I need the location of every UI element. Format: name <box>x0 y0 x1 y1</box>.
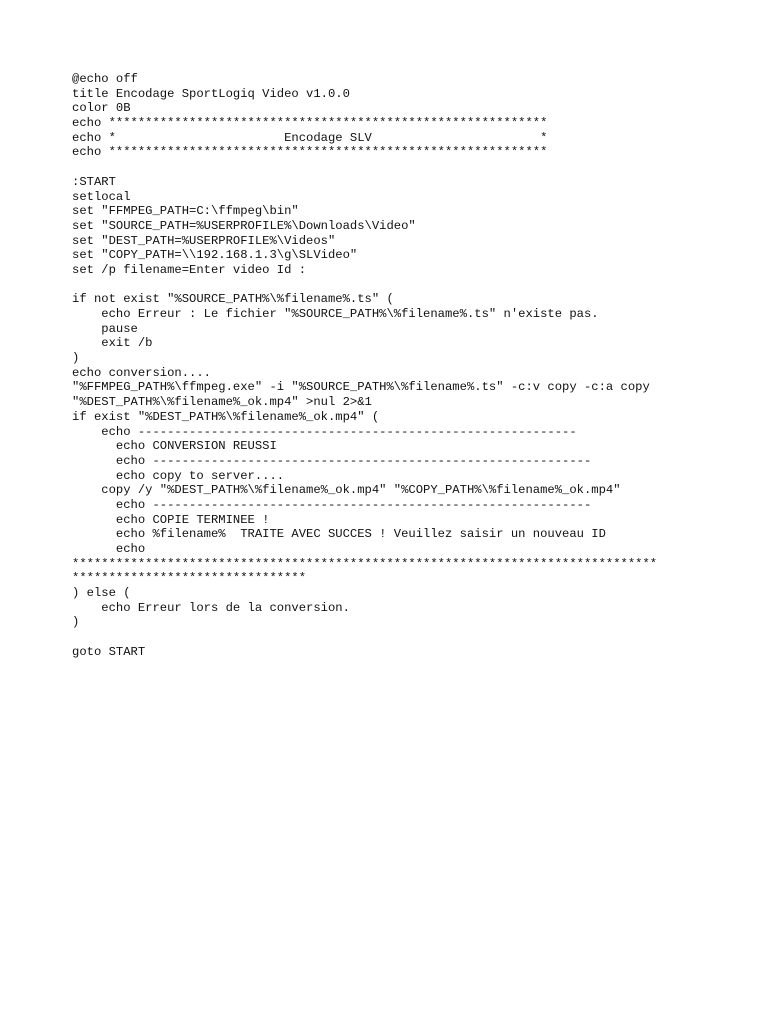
code-line: echo <box>72 542 146 556</box>
code-line <box>72 160 657 175</box>
code-line: "%FFMPEG_PATH%\ffmpeg.exe" -i "%SOURCE_PATH%\%filename%.ts" -c:v copy -c:a copy <box>72 380 650 395</box>
code-line <box>72 630 657 645</box>
code-line: "%DEST_PATH%\%filename%_ok.mp4" >nul 2>&1 <box>72 395 372 410</box>
batch-script-code <box>72 72 657 660</box>
code-line: echo ************************************************************ <box>72 116 548 131</box>
code-line: title Encodage SportLogiq Video v1.0.0 <box>72 86 350 101</box>
code-line: echo copy to server.... <box>72 468 285 483</box>
code-line: set "COPY_PATH=\\192.168.1.3\g\SLVideo" <box>72 248 358 263</box>
code-line: color 0B <box>72 101 131 116</box>
code-line: ******************************** <box>72 571 307 586</box>
code-line: echo COPIE TERMINEE ! <box>72 512 270 527</box>
code-line: set "FFMPEG_PATH=C:\ffmpeg\bin" <box>72 204 299 219</box>
code-line: if exist "%DEST_PATH%\%filename%_ok.mp4" ( <box>72 409 380 424</box>
code-line: pause <box>72 321 138 336</box>
code-line: if not exist "%SOURCE_PATH%\%filename%.ts" ( <box>72 292 394 307</box>
code-line: ) <box>72 351 80 366</box>
code-line: set "SOURCE_PATH=%USERPROFILE%\Downloads\Video" <box>72 218 416 233</box>
code-line: echo CONVERSION REUSSI <box>72 439 277 454</box>
code-line: echo ************************************************************ <box>72 145 548 160</box>
code-line: copy /y "%DEST_PATH%\%filename%_ok.mp4" "%COPY_PATH%\%filename%_ok.mp4" <box>72 483 621 498</box>
code-line: echo %filename% TRAITE AVEC SUCCES ! Veuillez saisir un nouveau ID <box>72 527 606 542</box>
code-line: echo Erreur lors de la conversion. <box>72 600 350 615</box>
code-line: setlocal <box>72 189 131 204</box>
code-line: goto START <box>72 644 146 659</box>
code-line: echo Erreur : Le fichier "%SOURCE_PATH%\%filename%.ts" n'existe pas. <box>72 307 599 321</box>
code-line: ) <box>72 615 80 630</box>
code-line: @echo off <box>72 72 138 86</box>
code-line: ******************************************************************************** <box>72 556 658 571</box>
code-line: set "DEST_PATH=%USERPROFILE%\Videos" <box>72 233 336 248</box>
code-line: exit /b <box>72 336 153 351</box>
code-line: echo conversion.... <box>72 365 211 380</box>
code-line: echo ------------------------------------------------------------ <box>72 453 592 468</box>
code-line: echo ------------------------------------------------------------ <box>72 497 592 512</box>
code-line: echo * Encodage SLV * <box>72 130 548 145</box>
code-line: ) else ( <box>72 586 131 601</box>
code-line: set /p filename=Enter video Id : <box>72 262 307 277</box>
code-line: :START <box>72 174 116 189</box>
code-line: echo ------------------------------------------------------------ <box>72 424 577 439</box>
code-line <box>72 278 657 293</box>
